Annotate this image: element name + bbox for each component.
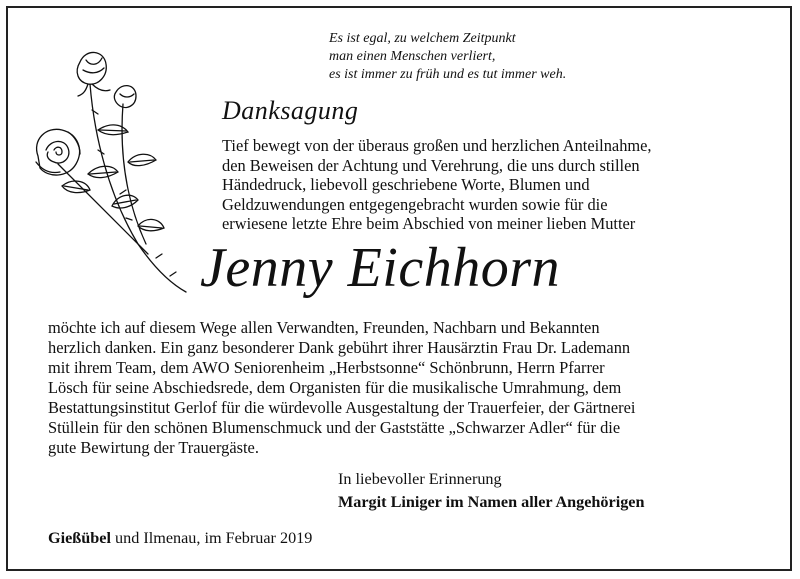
body-line: möchte ich auf diesem Wege allen Verwandten, Freunden, Nachbarn und Bekannten [48, 318, 600, 337]
deceased-name: Jenny Eichhorn [200, 237, 560, 299]
signature-name: Margit Liniger im Namen aller Angehörigen [338, 493, 645, 511]
signature-intro: In liebevoller Erinnerung [338, 470, 502, 488]
intro-text [222, 136, 762, 234]
place-date [48, 529, 312, 548]
place-city: Gießübel [48, 529, 111, 547]
body-line: herzlich danken. Ein ganz besonderer Dank gebührt ihrer Hausärztin Frau Dr. Lademann [48, 338, 631, 357]
body-line: Stüllein für den schönen Blumenschmuck und der Gaststätte „Schwarzer Adler“ für die [48, 418, 621, 437]
body-line: gute Bewirtung der Trauergäste. [48, 438, 259, 457]
place-rest: und Ilmenau, im Februar 2019 [110, 529, 313, 547]
body-line: Bestattungsinstitut Gerlof für die würdevolle Ausgestaltung der Trauerfeier, der Gärtnerei [48, 398, 636, 417]
intro-line: erwiesene letzte Ehre beim Abschied von meiner lieben Mutter [222, 214, 636, 233]
intro-line: den Beweisen der Achtung und Verehrung, die uns durch stillen [222, 155, 640, 175]
heading: Danksagung [222, 96, 359, 125]
quote [329, 30, 566, 84]
intro-line: Geldzuwendungen entgegengebracht wurden sowie für die [222, 194, 608, 214]
body-line: Lösch für seine Abschiedsrede, dem Organisten für die musikalische Umrahmung, dem [48, 378, 622, 397]
quote-line: man einen Menschen verliert, [329, 49, 496, 64]
rose-icon [28, 44, 198, 294]
intro-line: Händedruck, liebevoll geschriebene Worte, Blumen und [222, 175, 590, 194]
body-line: mit ihrem Team, dem AWO Seniorenheim „Herbstsonne“ Schönbrunn, Herrn Pfarrer [48, 358, 605, 377]
intro-line: Tief bewegt von der überaus großen und herzlichen Anteilnahme, [222, 136, 652, 155]
quote-line: Es ist egal, zu welchem Zeitpunkt [329, 31, 516, 46]
body-text [48, 318, 768, 458]
quote-line: es ist immer zu früh und es tut immer weh. [329, 67, 567, 82]
